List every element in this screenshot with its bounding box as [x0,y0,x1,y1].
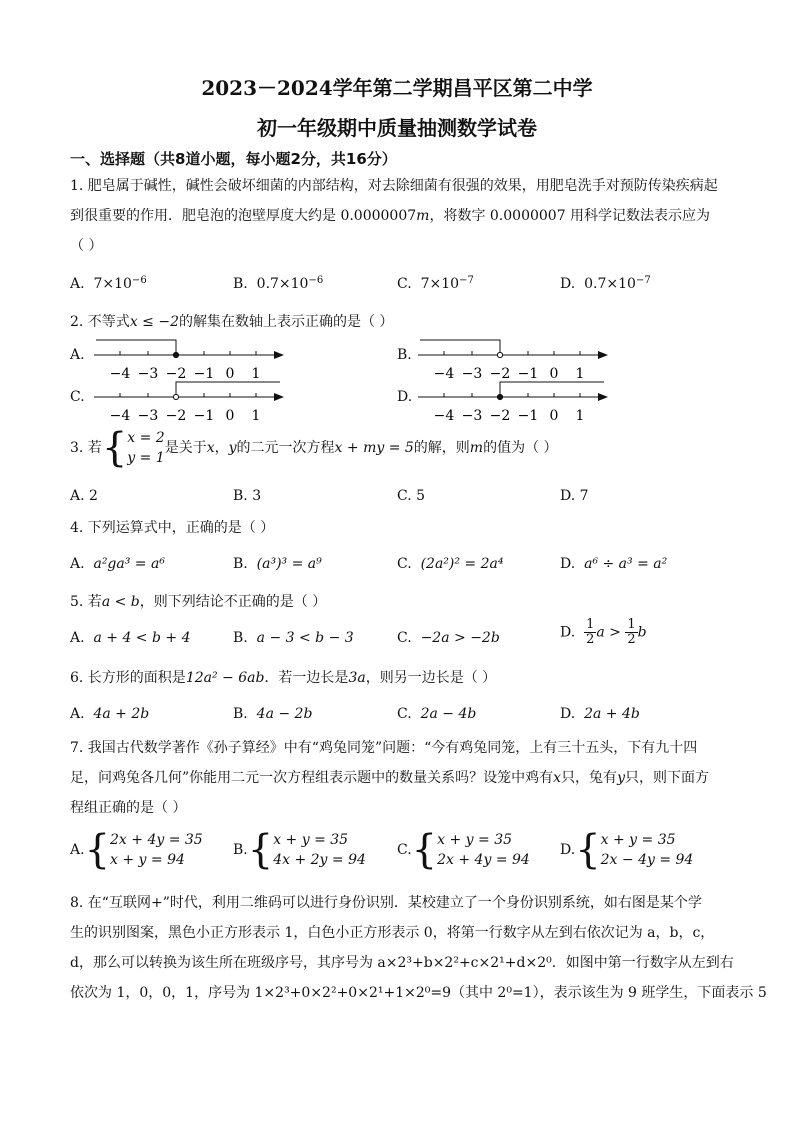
system-line2: 4x + 2y = 94 [273,852,366,868]
q4-stem: 4. 下列运算式中，正确的是（ ） [70,520,275,536]
q6-area-expression: 12a² − 6ab [185,670,265,686]
q2-number-line-d[interactable] [412,378,612,430]
tick-label: 0 [225,408,235,424]
q8-line1: 8. 在“互联网+”时代，利用二维码可以进行身份识别．某校建立了一个身份识别系统，如右图是某个学 [70,895,702,911]
q8-line2: 生的识别图案，黑色小正方形表示 1，白色小正方形表示 0，将第一行数字从左到右依次记为 a，b，c， [70,925,715,941]
system-line2: 2x − 4y = 94 [600,852,694,868]
system-brace: { [84,827,111,873]
option-value: 0.7×10 [256,276,309,292]
q3-number: 3. 若 [70,440,102,456]
fraction [625,618,637,647]
exam-title-line2: 初一年级期中质量抽测数学试卷 [257,116,537,140]
q6-option-c[interactable] [397,706,476,722]
endpoint-open [497,352,502,357]
q5-stem-b: ，则下列结论不正确的是（ ） [139,594,327,610]
tick-label: −4 [433,408,455,424]
q1-option-d[interactable] [560,276,651,292]
q4-option-b[interactable] [233,556,322,572]
option-var-b: b [637,624,647,641]
option-value: 7×10 [93,276,132,292]
q5-option-d[interactable] [560,618,647,647]
q3-option-d[interactable]: D. 7 [560,488,589,504]
q5-option-c[interactable] [397,630,500,646]
axis-arrow [598,393,608,401]
tick-label: −1 [193,366,215,382]
q3-text-1: 是关于 [164,440,207,456]
option-label: A. [70,556,85,572]
q1-line2 [70,206,710,226]
tick-label: −2 [489,408,511,424]
option-operator: > [604,624,626,641]
fraction-denominator: 2 [627,632,636,647]
endpoint-filled [497,394,502,399]
system-line1: 2x + 4y = 35 [110,832,203,848]
tick-label: −1 [517,366,539,382]
option-expression: a²ga³ = a⁶ [93,556,165,572]
tick-label: −3 [137,366,159,382]
tick-label: −4 [109,408,131,424]
option-expression: a⁶ ÷ a³ = a² [584,556,668,572]
q1-line1: 1. 肥皂属于碱性，碱性会破坏细菌的内部结构，对去除细菌有很强的效果，用肥皂洗手对预防传染疾病起 [70,178,718,194]
option-var-a: a [596,624,605,641]
q7-option-b[interactable] [233,827,366,873]
q5-option-b[interactable] [233,630,354,646]
q7-var-x: x [553,770,562,786]
system-brace: { [575,827,601,873]
q7-line2-a: 足，问鸡兔各几何”你能用二元一次方程组表示题中的数量关系吗？设笼中鸡有 [70,770,554,786]
q1-line2-a: 到很重要的作用．肥皂泡的泡壁厚度大约是 0.0000007 [70,208,417,224]
tick-label: 0 [549,408,559,424]
endpoint-open [173,394,178,399]
fraction [584,618,596,647]
q3-option-b[interactable]: B. 3 [233,488,262,504]
option-expression: a − 3 < b − 3 [256,630,354,646]
tick-label: 1 [575,366,585,382]
q3-option-a[interactable]: A. 2 [70,488,98,504]
q2-label-c[interactable]: C. [70,389,85,405]
axis-arrow [274,351,284,359]
q2-label-d[interactable]: D. [397,389,413,405]
q3-option-c[interactable]: C. 5 [397,488,426,504]
q1-option-b[interactable] [233,276,323,292]
q5-stem [70,592,326,612]
fraction-denominator: 2 [586,632,595,647]
q6-option-d[interactable] [560,706,640,722]
q3-var-y: y [228,440,237,456]
q7-option-d[interactable] [560,827,694,873]
axis-arrow [274,393,284,401]
q6-stem [70,668,496,688]
section-heading: 一、选择题（共8道小题，每小题2分，共16分） [70,150,397,168]
option-label: C. [397,630,412,646]
q6-option-a[interactable] [70,706,149,722]
q4-option-a[interactable] [70,556,165,572]
q3-var-x: x [206,440,215,456]
q1-unit: m [416,208,430,224]
q6-stem-b: ．若一边长是 [264,670,349,686]
q4-option-c[interactable] [397,556,503,572]
option-label: C. [397,842,412,858]
fraction-numerator: 1 [586,617,595,632]
option-label: B. [233,842,248,858]
option-value: 0.7×10 [584,276,636,292]
option-expression: 2a + 4b [584,706,640,722]
q6-side-expression: 3a [348,670,366,686]
option-expression: 2a − 4b [420,706,477,722]
q2-stem-b: 的解集在数轴上表示正确的是（ ） [178,314,394,330]
q3-text-4: 的值为（ ） [483,440,558,456]
system-line1: x + y = 35 [273,832,349,848]
tick-label: −3 [461,366,483,382]
option-label: A. [70,706,85,722]
option-exponent: −6 [131,275,147,287]
q4-option-d[interactable] [560,556,667,572]
q6-stem-c: ，则另一边长是（ ） [365,670,497,686]
q2-inequality: x ≤ −2 [129,314,179,330]
q2-label-b[interactable]: B. [397,347,412,363]
q3-system-line1: x = 2 [127,430,165,446]
option-system [273,830,366,870]
q2-stem-a: 2. 不等式 [70,314,130,330]
option-label: C. [397,706,412,722]
tick-label: −3 [461,408,483,424]
axis-ticks [120,351,256,355]
axis-ticks [120,393,256,397]
option-system [601,830,694,870]
solution-ray [500,382,604,397]
option-expression: (a³)³ = a⁹ [256,556,322,572]
option-label: A. [70,842,85,858]
fraction-numerator: 1 [627,617,636,632]
q3-text-2: 的二元一次方程 [236,440,335,456]
q7-option-c[interactable] [397,827,530,873]
q8-line3: d，那么可以转换为该生所在班级序号，其序号为 a×2³+b×2²+c×2¹+d×2⁰．如图中第一行数字从左到右 [70,955,734,971]
system-line2: 2x + 4y = 94 [437,852,530,868]
system-line2: x + y = 94 [110,852,185,868]
option-label: C. [397,556,412,572]
option-label: D. [560,624,576,641]
option-expression: 4a − 2b [256,706,313,722]
solution-ray [420,340,500,355]
option-label: B. [233,276,248,292]
tick-label: 1 [251,366,261,382]
q5-stem-a: 5. 若 [70,594,102,610]
tick-label: −1 [517,408,539,424]
option-label: D. [560,706,576,722]
tick-label: 1 [251,408,261,424]
q1-option-c[interactable] [397,276,474,292]
q7-line2-c: 只，则下面方 [624,770,709,786]
q3-system [127,428,164,468]
q3-var-m: m [469,440,484,456]
option-exponent: −7 [635,275,651,287]
q7-var-y: y [617,770,625,786]
option-label: B. [233,630,248,646]
tick-label: −2 [165,366,187,382]
q3-stem [70,425,558,471]
tick-label: −2 [165,408,187,424]
q2-stem [70,312,393,332]
tick-label: 1 [575,408,585,424]
option-label: D. [560,556,576,572]
option-value: 7×10 [420,276,460,292]
option-label: A. [70,276,85,292]
q1-answer-blank: （ ） [70,238,103,254]
option-exponent: −6 [308,275,324,287]
q8-line4: 依次为 1，0，0，1，序号为 1×2³+0×2²+0×2¹+1×2⁰=9（其中 2⁰=1），表示该生为 9 班学生，下面表示 5 [70,985,767,1001]
option-expression: (2a²)² = 2a⁴ [420,556,504,572]
q5-inequality: a < b [101,594,140,610]
tick-label: −2 [489,366,511,382]
q7-option-a[interactable] [70,827,203,873]
q3-equation: x + my = 5 [334,440,414,456]
tick-label: −1 [193,408,215,424]
option-label: D. [560,276,576,292]
option-system [110,830,203,870]
q5-option-a[interactable] [70,630,190,646]
option-expression: −2a > −2b [420,630,500,646]
option-expression: a + 4 < b + 4 [93,630,191,646]
tick-label: 0 [225,366,235,382]
option-label: A. [70,630,85,646]
q6-stem-a: 6. 长方形的面积是 [70,670,186,686]
endpoint-filled [173,352,178,357]
system-brace: { [247,827,274,873]
system-brace: { [411,827,438,873]
q3-sep: ， [214,440,229,456]
axis-ticks [444,351,580,355]
q1-option-a[interactable] [70,276,147,292]
solution-ray [176,382,280,397]
system-brace: { [101,425,128,471]
option-label: B. [233,556,248,572]
q1-line2-b: ，将数字 0.0000007 用科学记数法表示应为 [429,208,711,224]
tick-label: 0 [549,366,559,382]
q3-text-3: 的解，则 [413,440,470,456]
option-exponent: −7 [459,275,474,287]
system-line1: x + y = 35 [600,832,676,848]
q2-number-line-c[interactable] [88,378,288,430]
q7-line2-b: 只，兔有 [561,770,618,786]
tick-label: −4 [109,366,131,382]
option-label: D. [560,842,576,858]
q2-label-a[interactable]: A. [70,347,85,363]
q3-system-line2: y = 1 [127,450,165,466]
option-system [437,830,530,870]
option-expression: 4a + 2b [93,706,150,722]
q7-line2 [70,768,709,788]
system-line1: x + y = 35 [437,832,513,848]
tick-label: −3 [137,408,159,424]
solution-ray [96,340,176,355]
option-label: B. [233,706,248,722]
axis-ticks [444,393,580,397]
axis-arrow [598,351,608,359]
q7-line3: 程组正确的是（ ） [70,800,187,816]
exam-title-line1: 2023－2024学年第二学期昌平区第二中学 [201,76,593,100]
option-label: C. [397,276,412,292]
q7-line1: 7. 我国古代数学著作《孙子算经》中有“鸡兔同笼”问题：“今有鸡兔同笼，上有三十五头，下有九十四 [70,740,698,756]
q6-option-b[interactable] [233,706,312,722]
tick-label: −4 [433,366,455,382]
